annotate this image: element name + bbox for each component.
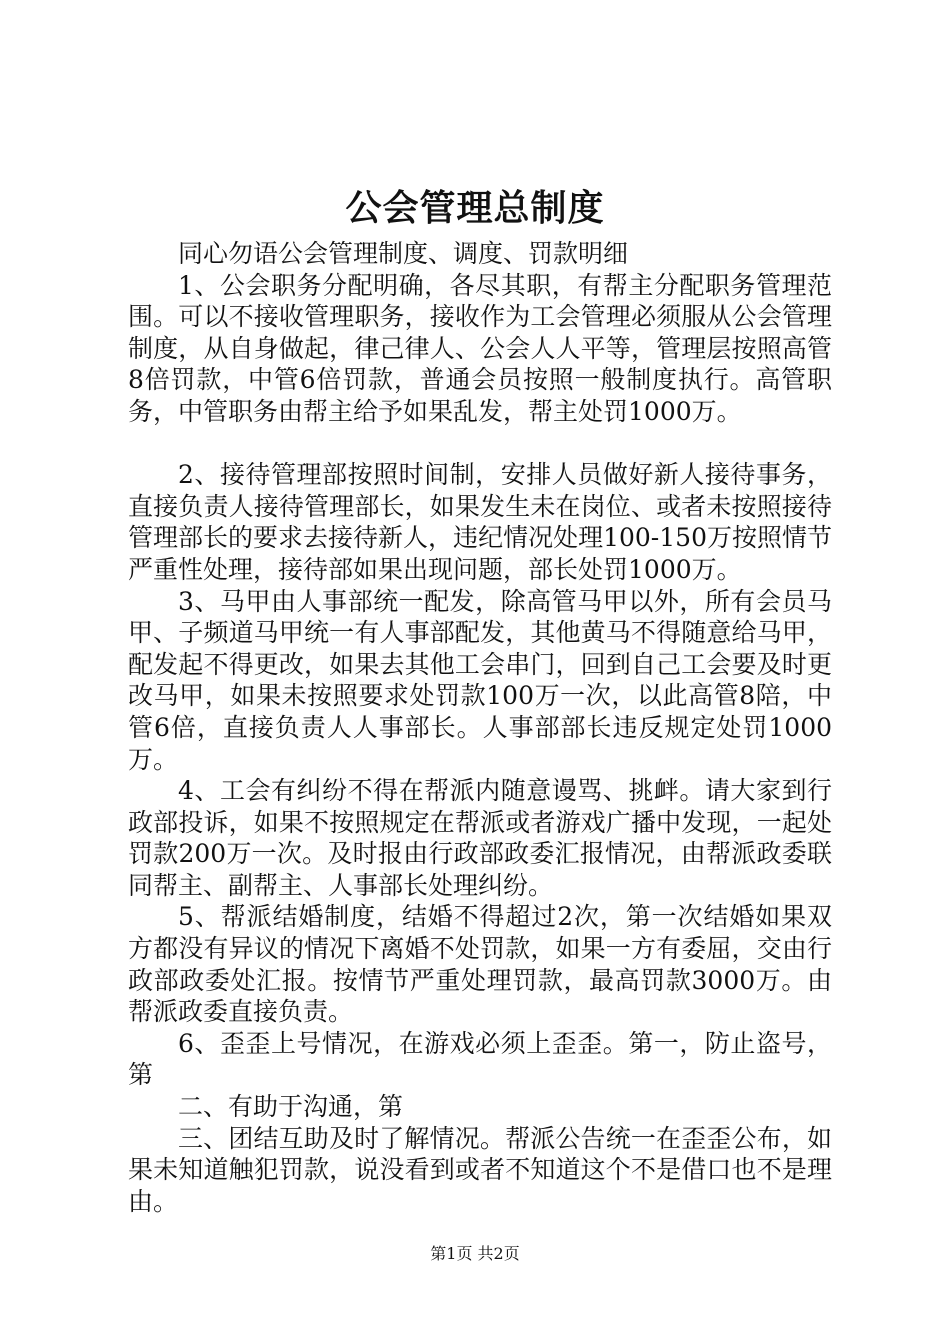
- paragraph-spacer: [128, 428, 832, 460]
- paragraph-3: 3、马甲由人事部统一配发，除高管马甲以外，所有会员马甲、子频道马甲统一有人事部配发，其他黄马不得随意给马甲，配发起不得更改，如果去其他工会串门，回到自己工会要及时更改马甲，如果未按照要求处罚款100万一次，以此高管8陪，中管6倍，直接负责人人事部长。人事部部长违反规定处罚1000万。: [128, 586, 832, 774]
- paragraph-1: 1、公会职务分配明确，各尽其职，有帮主分配职务管理范围。可以不接收管理职务，接收作为工会管理必须服从公会管理制度，从自身做起，律己律人、公会人人平等，管理层按照高管8倍罚款，中管6倍罚款，普通会员按照一般制度执行。高管职务，中管职务由帮主给予如果乱发，帮主处罚1000万。: [128, 270, 832, 426]
- paragraph-5: 5、帮派结婚制度，结婚不得超过2次，第一次结婚如果双方都没有异议的情况下离婚不处罚款，如果一方有委屈，交由行政部政委处汇报。按情节严重处理罚款，最高罚款3000万。由帮派政委直接负责。: [128, 902, 832, 1027]
- page-number-footer: 第1页 共2页: [430, 1244, 520, 1263]
- paragraph-2: 2、接待管理部按照时间制，安排人员做好新人接待事务，直接负责人接待管理部长，如果发生未在岗位、或者未按照接待管理部长的要求去接待新人，违纪情况处理100-150万按照情节严重性处理，接待部如果出现问题，部长处罚1000万。: [128, 460, 832, 584]
- paragraph-4: 4、工会有纠纷不得在帮派内随意谩骂、挑衅。请大家到行政部投诉，如果不按照规定在帮派或者游戏广播中发现，一起处罚款200万一次。及时报由行政部政委汇报情况，由帮派政委联同帮主、副帮主、人事部长处理纠纷。: [128, 776, 832, 900]
- paragraph-6: 6、歪歪上号情况，在游戏必须上歪歪。第一，防止盗号，第: [128, 1028, 832, 1090]
- document-body: [128, 238, 832, 1217]
- subtitle-line: 同心勿语公会管理制度、调度、罚款明细: [178, 239, 629, 268]
- paragraph-8: 三、团结互助及时了解情况。帮派公告统一在歪歪公布，如果未知道触犯罚款，说没看到或者不知道这个不是借口也不是理由。: [128, 1123, 832, 1216]
- paragraph-7: 二、有助于沟通，第: [178, 1092, 404, 1122]
- document-title: 公会管理总制度: [345, 187, 605, 229]
